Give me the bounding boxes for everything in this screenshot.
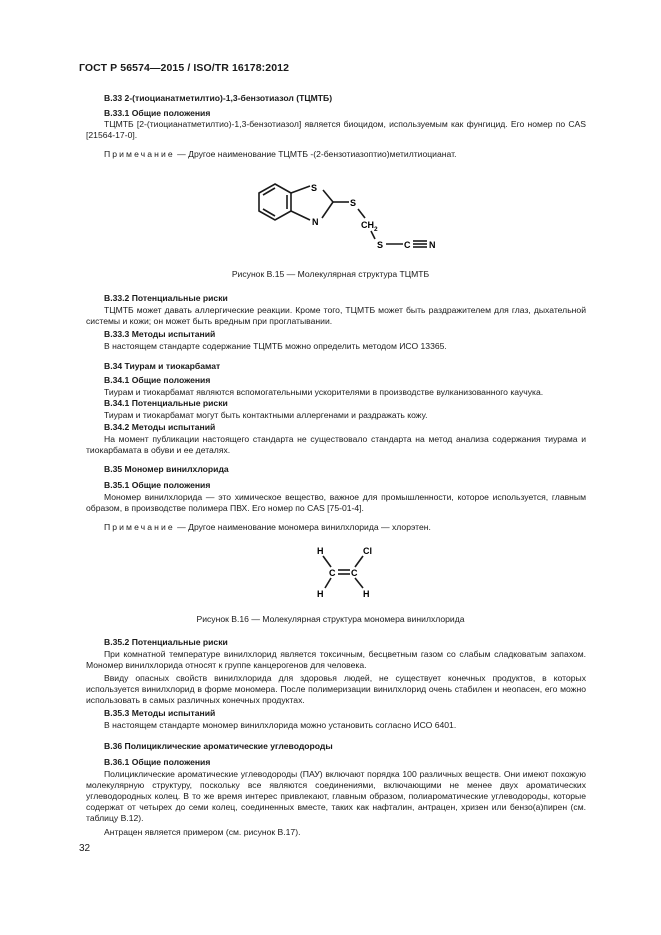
subsection-b34-2-title: В.34.2 Методы испытаний <box>104 422 216 432</box>
figure-b15-caption: Рисунок В.15 — Молекулярная структура ТЦМТБ <box>231 269 430 279</box>
note-label: Примечание <box>104 522 175 532</box>
atom-s-cyanide: S <box>377 240 384 250</box>
subsection-b35-3-text: В настоящем стандарте мономер винилхлорида можно установить согласно ИСО 6401. <box>104 720 457 730</box>
note-b35 <box>104 522 586 533</box>
atom-c-right: C <box>351 568 358 578</box>
note-text: — Другое наименование мономера винилхлорида — хлорэтен. <box>174 522 431 532</box>
figure-b15-tcmtb-structure <box>245 172 445 254</box>
atom-cl: Cl <box>363 546 372 556</box>
subsection-b34-1-text: Тиурам и тиокарбамат являются вспомогательными ускорителями в производстве вулканизованного каучука. <box>104 387 544 397</box>
atom-s-ring: S <box>311 183 318 193</box>
page-number: 32 <box>79 843 91 854</box>
subsection-b33-2-text: ТЦМТБ может давать аллергические реакции. Кроме того, ТЦМТБ может быть раздражителем для глаз, дыхательной системы и кожи; он может быть вредным при проглатывании. <box>86 305 586 326</box>
subsection-b33-1-text: ТЦМТБ [2-(тиоцианатметилтио)-1,3-бензотиазол] является биоцидом, используемым как фунгицид. Его номер по CAS [21564-17-0]. <box>86 119 586 140</box>
subsection-b36-1-title: В.36.1 Общие положения <box>104 757 211 767</box>
subsection-b33-1-title: В.33.1 Общие положения <box>104 108 211 118</box>
atom-n-ring: N <box>312 217 319 227</box>
subsection-b35-3-title: В.35.3 Методы испытаний <box>104 708 216 718</box>
figure-b16-caption: Рисунок В.16 — Молекулярная структура мономера винилхлорида <box>196 614 465 624</box>
subsection-b34-2-text: На момент публикации настоящего стандарта не существовало стандарта на метод анализа содержания тиурама и тиокарбамата в обуви и ее деталях. <box>86 434 586 455</box>
atom-h-top-left: H <box>317 546 324 556</box>
subsection-b34-1-title: В.34.1 Общие положения <box>104 375 211 385</box>
subsection-b35-2-title: В.35.2 Потенциальные риски <box>104 637 228 647</box>
atom-c-cyanide: C <box>404 240 411 250</box>
atom-s-thio: S <box>350 198 357 208</box>
subsection-b35-2-text-2: Ввиду опасных свойств винилхлорида для здоровья людей, не существует конечных продуктов, в которых используется винилхлорид в форме мономера. После полимеризации винилхлорид очень стабилен и неопасен, его можно использовать в самых различных конечных продуктах. <box>86 673 586 705</box>
note-label: Примечание <box>104 149 175 159</box>
subsection-b36-1-text-1: Полициклические ароматические углеводороды (ПАУ) включают порядка 100 различных веществ. Они имеют похожую молекулярную структуру, поскольку все являются соединениями, включающими не менее двух ароматических углеводородных колец. В то же время интерес привлекают, главным образом, полиароматические углеводороды, которые содержат от четырех до семи колец, соединенных вместе, таких как нафталин, антрацен, хризен или бензо(а)пирен (см. таблицу В.12). <box>86 769 586 823</box>
subsection-b34-1b-title: В.34.1 Потенциальные риски <box>104 398 228 408</box>
atom-h-bottom-right: H <box>363 589 370 599</box>
subsection-b33-3-text: В настоящем стандарте содержание ТЦМТБ можно определить методом ИСО 13365. <box>104 341 447 351</box>
section-b34-title: В.34 Тиурам и тиокарбамат <box>104 361 221 371</box>
document-header: ГОСТ Р 56574—2015 / ISO/TR 16178:2012 <box>79 62 290 74</box>
subsection-b33-2-title: В.33.2 Потенциальные риски <box>104 293 228 303</box>
subsection-b34-1b-text: Тиурам и тиокарбамат могут быть контактными аллергенами и раздражать кожу. <box>104 410 428 420</box>
section-b35-title: В.35 Мономер винилхлорида <box>104 464 229 474</box>
note-b33 <box>104 149 586 160</box>
atom-h-bottom-left: H <box>317 589 324 599</box>
note-text: — Другое наименование ТЦМТБ -(2-бензотиазоптио)метилтиоцианат. <box>174 149 457 159</box>
subsection-b35-1-title: В.35.1 Общие положения <box>104 480 211 490</box>
group-ch2 <box>361 220 378 233</box>
figure-b16-vinyl-chloride-structure <box>305 543 385 599</box>
group-ch2-subscript: 2 <box>374 226 378 233</box>
subsection-b36-1-text-2: Антрацен является примером (см. рисунок В.17). <box>104 827 301 837</box>
subsection-b35-1-text: Мономер винилхлорида — это химическое вещество, важное для промышленности, которое используется, главным образом, в производстве полимера ПВХ. Его номер по CAS [75-01-4]. <box>86 492 586 513</box>
section-b36-title: В.36 Полициклические ароматические углеводороды <box>104 741 333 751</box>
atom-c-left: C <box>329 568 336 578</box>
subsection-b33-3-title: В.33.3 Методы испытаний <box>104 329 216 339</box>
group-ch2-label: CH <box>361 220 374 230</box>
subsection-b35-2-text-1: При комнатной температуре винилхлорид является токсичным, бесцветным газом со слабым сладковатым запахом. Мономер винилхлорида относят к группе канцерогенов для человека. <box>86 649 586 670</box>
atom-n-cyanide: N <box>429 240 436 250</box>
section-b33-title: В.33 2-(тиоцианатметилтио)-1,3-бензотиазол (ТЦМТБ) <box>104 93 333 103</box>
